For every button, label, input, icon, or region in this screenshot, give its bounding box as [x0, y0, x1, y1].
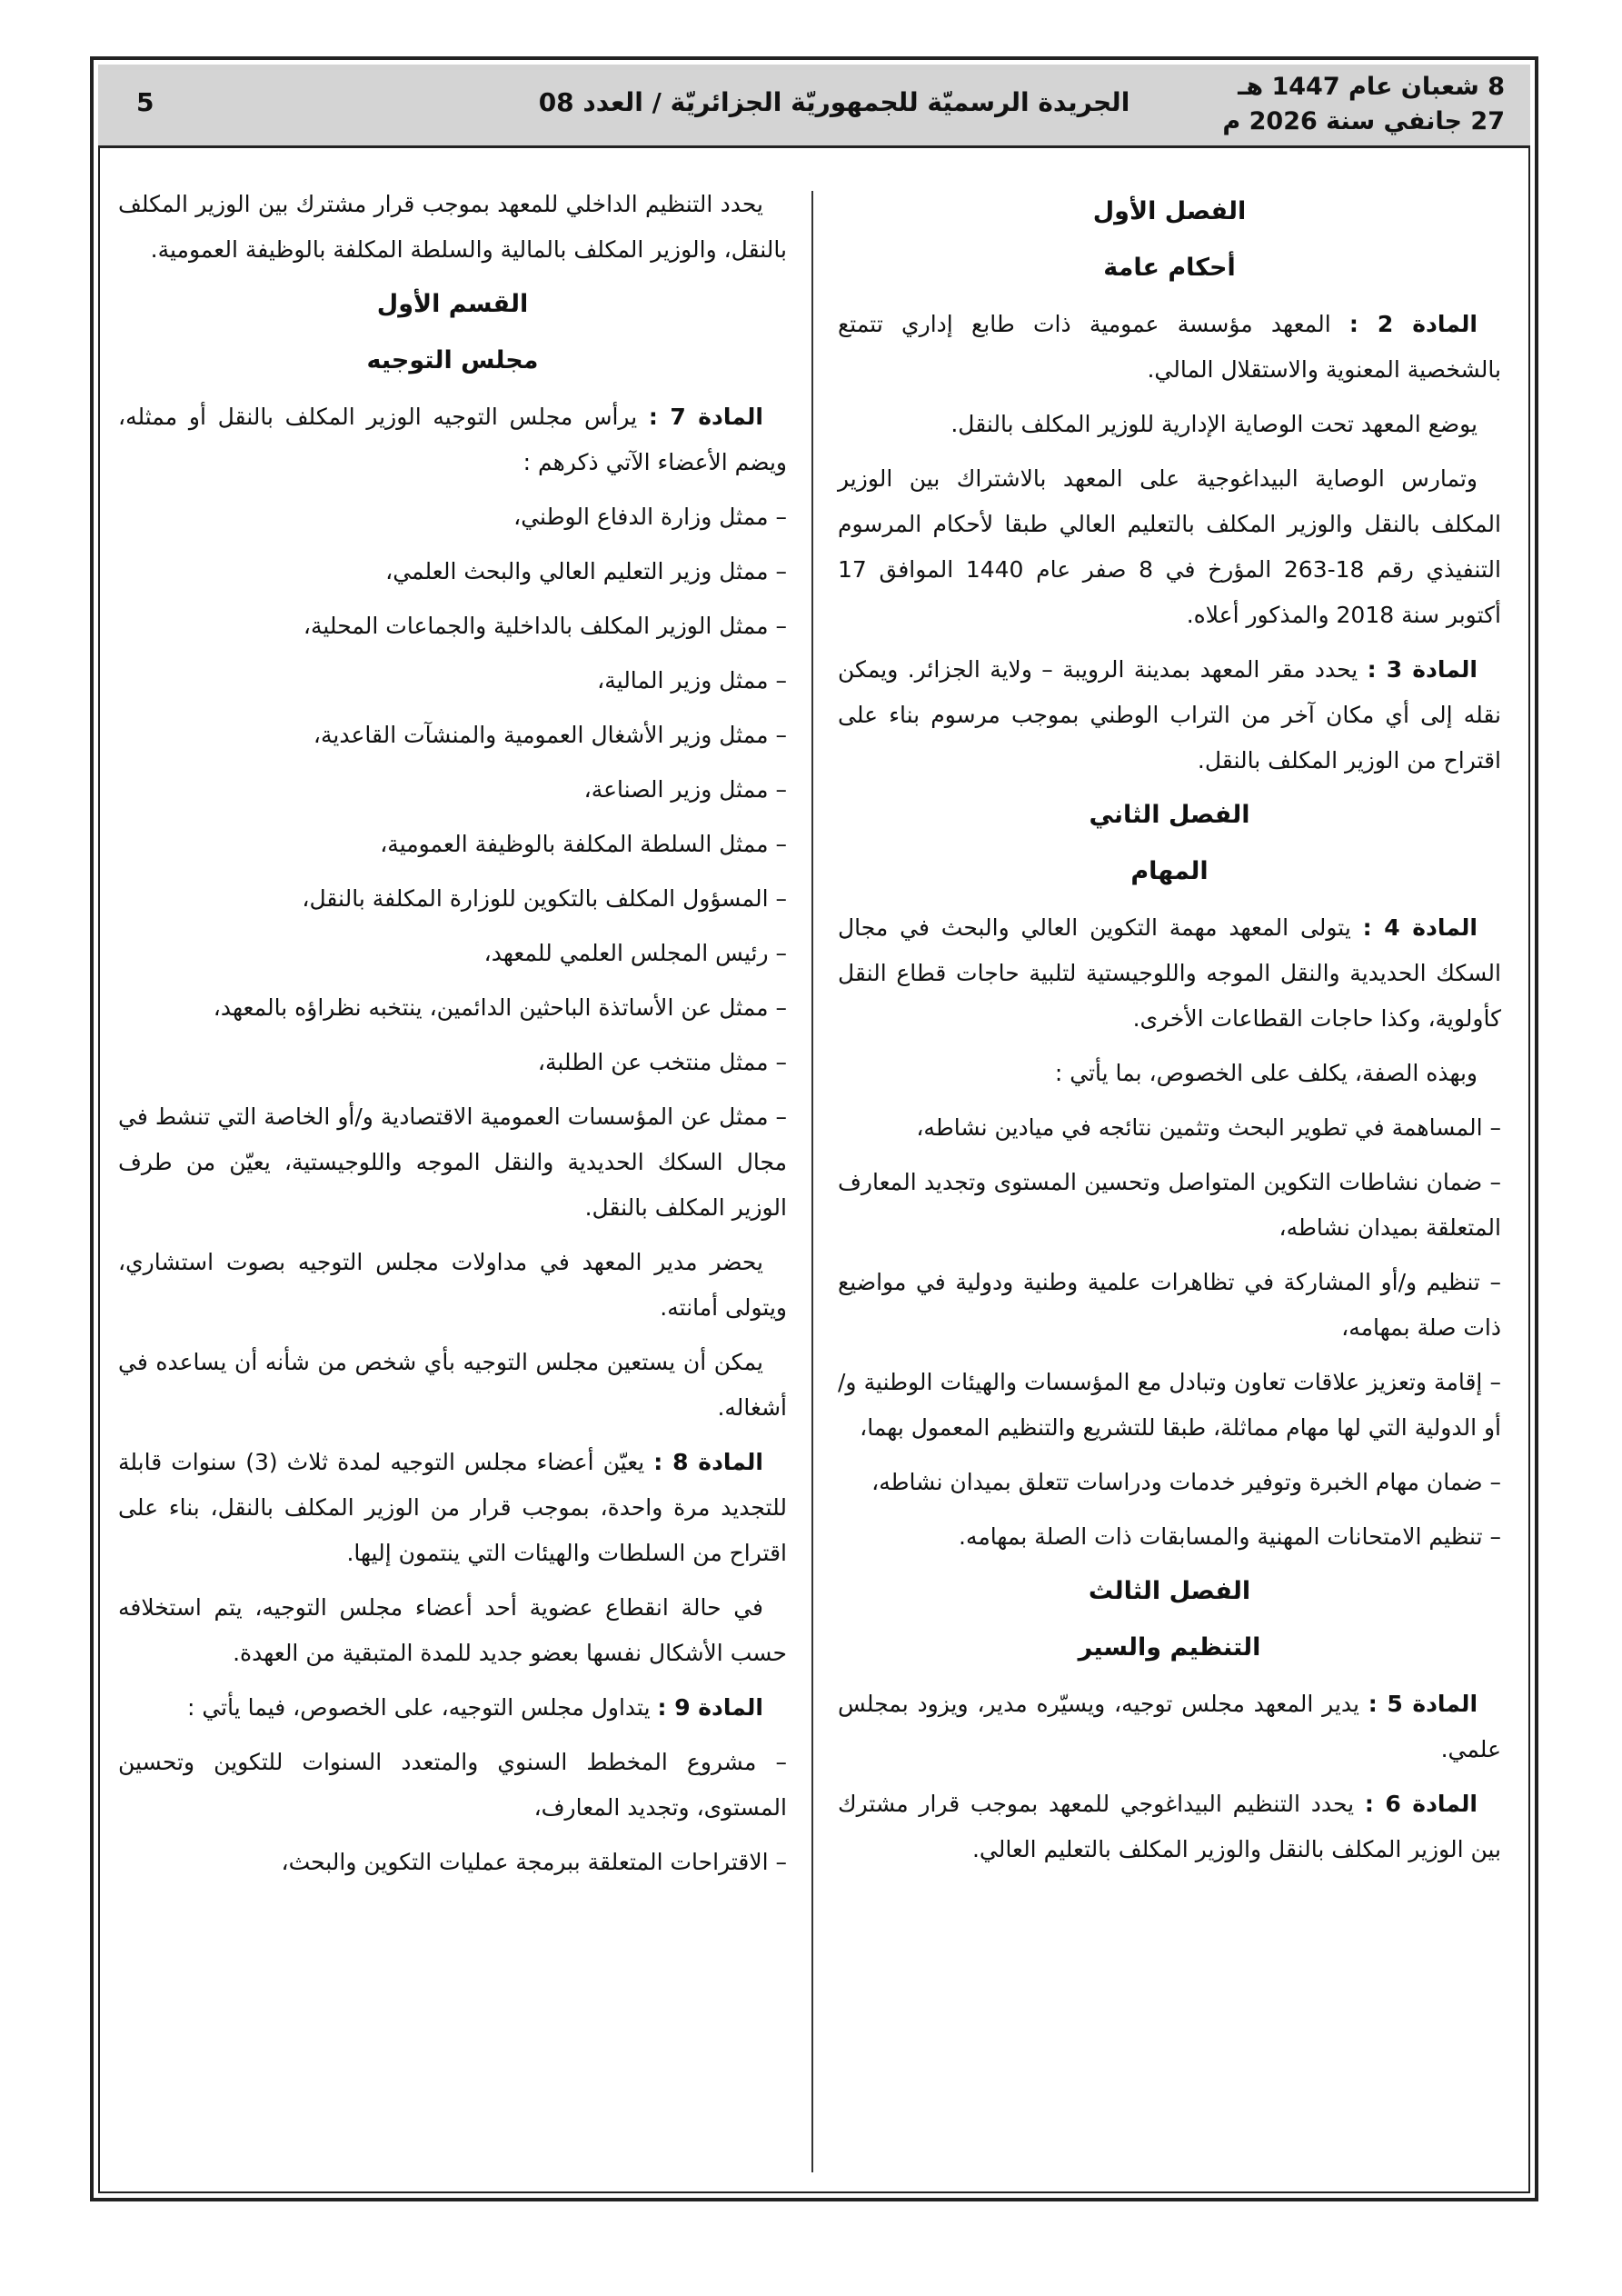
list-item: – ممثل منتخب عن الطلبة،	[537, 1049, 787, 1075]
article-5-label: المادة 5 :	[1368, 1691, 1478, 1717]
article-5	[838, 1682, 1501, 1772]
list-item: – ممثل وزير المالية،	[597, 667, 787, 694]
article-8-text: يعيّن أعضاء مجلس التوجيه لمدة ثلاث (3) سنوات قابلة للتجديد مرة واحدة، بموجب قرار من الوزير المكلف بالنقل، بناء على اقتراح من السلطات والهيئات التي ينتمون إليها.	[118, 1449, 787, 1566]
article-8-label: المادة 8 :	[653, 1449, 763, 1475]
header-date-hijri: 8 شعبان عام 1447 هـ	[1238, 73, 1505, 101]
article-3	[838, 647, 1501, 784]
list-item: – ممثل وزارة الدفاع الوطني،	[513, 504, 787, 530]
article-2-para-2: يوضع المعهد تحت الوصاية الإدارية للوزير المكلف بالنقل.	[950, 411, 1478, 437]
list-item: – المسؤول المكلف بالتكوين للوزارة المكلفة بالنقل،	[302, 885, 787, 912]
article-2	[838, 302, 1501, 393]
article-8	[118, 1440, 787, 1576]
header-title: الجريدة الرسميّة للجمهوريّة الجزائريّة / العدد 08	[538, 87, 1130, 117]
article-4-label: المادة 4 :	[1362, 914, 1478, 941]
article-4	[838, 905, 1501, 1042]
article-6-label: المادة 6 :	[1364, 1791, 1478, 1817]
left-para-1: يحدد التنظيم الداخلي للمعهد بموجب قرار مشترك بين الوزير المكلف بالنقل، والوزير المكلف بالمالية والسلطة المكلفة بالوظيفة العمومية.	[118, 191, 787, 263]
chapter-3-title: الفصل الثالث	[1088, 1577, 1251, 1605]
list-item: – رئيس المجلس العلمي للمعهد،	[483, 940, 787, 966]
article-6-text: يحدد التنظيم البيداغوجي للمعهد بموجب قرار مشترك بين الوزير المكلف بالنقل والوزير المكلف بالتعليم العالي.	[838, 1791, 1501, 1862]
list-item: – ممثل الوزير المكلف بالداخلية والجماعات المحلية،	[303, 613, 787, 639]
chapter-2-subtitle: المهام	[1130, 857, 1209, 885]
list-item: – ممثل وزير التعليم العالي والبحث العلمي،	[385, 558, 787, 584]
column-divider	[811, 191, 813, 2172]
right-column	[838, 182, 1501, 1882]
section-1-subtitle: مجلس التوجيه	[366, 346, 539, 374]
article-7-para-2: يحضر مدير المعهد في مداولات مجلس التوجيه بصوت استشاري، ويتولى أمانته.	[118, 1249, 787, 1321]
list-item: – ممثل السلطة المكلفة بالوظيفة العمومية،	[380, 831, 787, 857]
article-2-label: المادة 2 :	[1348, 311, 1478, 337]
article-9-label: المادة 9 :	[657, 1694, 763, 1721]
list-item: – تنظيم الامتحانات المهنية والمسابقات ذات الصلة بمهامه.	[959, 1523, 1501, 1550]
article-7-para-3: يمكن أن يستعين مجلس التوجيه بأي شخص من شأنه أن يساعده في أشغاله.	[118, 1349, 787, 1421]
article-2-text: المعهد مؤسسة عمومية ذات طابع إداري تتمتع بالشخصية المعنوية والاستقلال المالي.	[838, 311, 1501, 383]
page-number: 5	[136, 87, 154, 117]
article-9	[118, 1685, 787, 1731]
article-7	[118, 394, 787, 485]
chapter-1-subtitle: أحكام عامة	[1103, 254, 1236, 282]
article-3-text: يحدد مقر المعهد بمدينة الرويبة – ولاية الجزائر. ويمكن نقله إلى أي مكان آخر من التراب الوطني بموجب مرسوم بناء على اقتراح من الوزير المكلف بالنقل.	[838, 656, 1501, 774]
article-8-para-2: في حالة انقطاع عضوية أحد أعضاء مجلس التوجيه، يتم استخلافه حسب الأشكال نفسها بعضو جديد للمدة المتبقية من العهدة.	[118, 1594, 787, 1666]
article-3-label: المادة 3 :	[1367, 656, 1478, 683]
article-5-text: يدير المعهد مجلس توجيه، ويسيّره مدير، ويزود بمجلس علمي.	[838, 1691, 1501, 1762]
page-header	[98, 65, 1530, 148]
list-item: – ممثل عن المؤسسات العمومية الاقتصادية و/أو الخاصة التي تنشط في مجال السكك الحديدية والنقل الموجه واللوجيستية، يعيّن من طرف الوزير المكلف بالنقل.	[118, 1103, 787, 1221]
article-7-label: المادة 7 :	[648, 404, 763, 430]
list-item: – مشروع المخطط السنوي والمتعدد السنوات للتكوين وتحسين المستوى، وتجديد المعارف،	[118, 1749, 787, 1821]
section-1-title: القسم الأول	[376, 290, 529, 318]
chapter-1-title: الفصل الأول	[1092, 197, 1247, 225]
list-item: – ممثل عن الأساتذة الباحثين الدائمين، ينتخبه نظراؤه بالمعهد،	[213, 994, 787, 1021]
chapter-3-subtitle: التنظيم والسير	[1078, 1633, 1261, 1662]
list-item: – ممثل وزير الصناعة،	[583, 776, 787, 803]
list-item: – المساهمة في تطوير البحث وتثمين نتائجه في ميادين نشاطه،	[916, 1114, 1501, 1141]
chapter-2-title: الفصل الثاني	[1089, 801, 1250, 829]
article-6	[838, 1782, 1501, 1872]
article-4-text: يتولى المعهد مهمة التكوين العالي والبحث في مجال السكك الحديدية والنقل الموجه واللوجيستية لتلبية حاجات قطاع النقل كأولوية، وكذا حاجات القطاعات الأخرى.	[838, 914, 1501, 1032]
article-2-para-3: وتمارس الوصاية البيداغوجية على المعهد بالاشتراك بين الوزير المكلف بالنقل والوزير المكلف بالتعليم العالي طبقا لأحكام المرسوم التنفيذي رقم 18-263 المؤرخ في 8 صفر عام 1440 الموافق 17 أكتوبر سنة 2018 والمذكور أعلاه.	[838, 465, 1501, 628]
list-item: – ممثل وزير الأشغال العمومية والمنشآت القاعدية،	[313, 722, 787, 748]
header-date	[1222, 70, 1505, 139]
article-4-intro: وبهذه الصفة، يكلف على الخصوص، بما يأتي :	[1054, 1060, 1478, 1086]
article-9-text: يتداول مجلس التوجيه، على الخصوص، فيما يأتي :	[186, 1694, 658, 1721]
left-column	[118, 182, 787, 1894]
list-item: – ضمان نشاطات التكوين المتواصل وتحسين المستوى وتجديد المعارف المتعلقة بميدان نشاطه،	[838, 1169, 1501, 1241]
list-item: – تنظيم و/أو المشاركة في تظاهرات علمية وطنية ودولية في مواضيع ذات صلة بمهامه،	[838, 1269, 1501, 1341]
list-item: – ضمان مهام الخبرة وتوفير خدمات ودراسات تتعلق بميدان نشاطه،	[871, 1469, 1501, 1495]
list-item: – الاقتراحات المتعلقة ببرمجة عمليات التكوين والبحث،	[281, 1849, 787, 1875]
header-date-gregorian: 27 جانفي سنة 2026 م	[1222, 107, 1505, 135]
article-7-text: يرأس مجلس التوجيه الوزير المكلف بالنقل أو ممثله، ويضم الأعضاء الآتي ذكرهم :	[118, 404, 787, 475]
list-item: – إقامة وتعزيز علاقات تعاون وتبادل مع المؤسسات والهيئات الوطنية و/ أو الدولية التي لها مهام مماثلة، طبقا للتشريع والتنظيم المعمول بهما،	[838, 1369, 1501, 1441]
